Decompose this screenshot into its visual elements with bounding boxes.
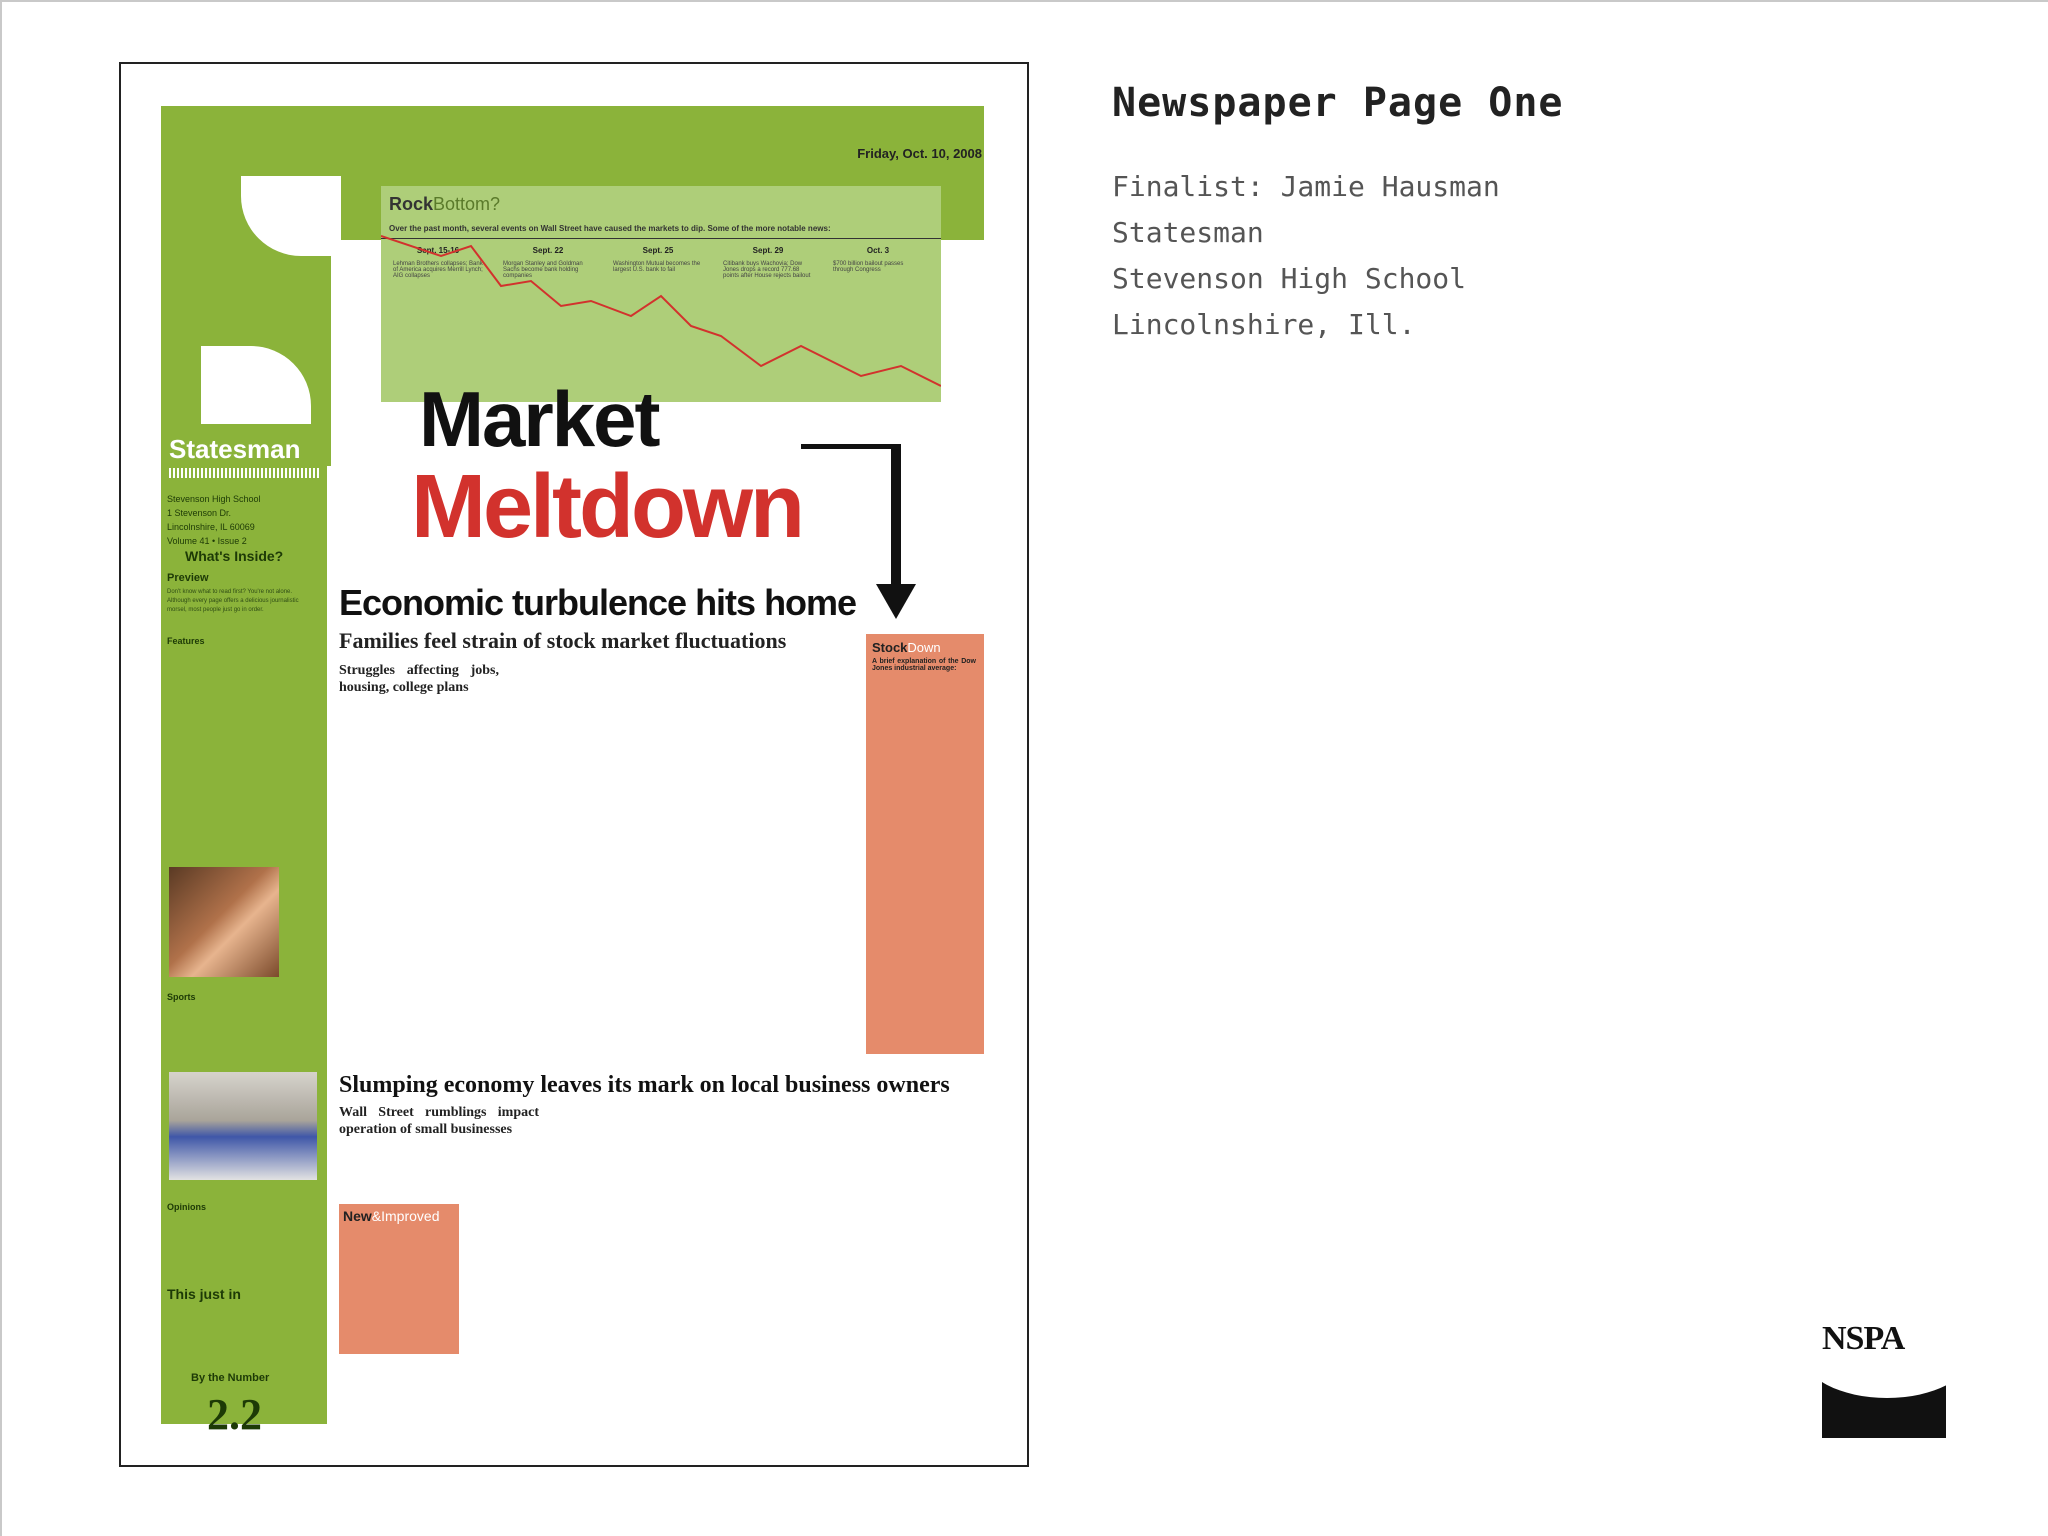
preview-heading: Preview [167, 572, 209, 584]
frame-border [0, 0, 2048, 2]
timeline-event: Sept. 29 Citibank buys Wachovia; Dow Jones drops a record 777.68 points after House rejects bailout [723, 246, 811, 279]
feature-photo [169, 867, 279, 977]
story1-headline: Struggles affecting jobs, housing, college plans [339, 663, 499, 695]
rock-title: RockBottom? [389, 194, 501, 214]
school-name: Stevenson High School [1112, 262, 1467, 295]
sidebar [161, 424, 327, 1439]
rock-subtitle: Over the past month, several events on Wall Street have caused the markets to dip. Some of the more notable news: [389, 224, 831, 233]
newspaper-page [119, 62, 1029, 1467]
opinions-heading: Opinions [167, 1202, 206, 1212]
timeline-event: Sept. 25 Washington Mutual becomes the largest U.S. bank to fail [613, 246, 701, 273]
publication-name: Statesman [1112, 216, 1264, 249]
features-heading: Features [167, 636, 205, 646]
stock-down-box [866, 634, 984, 1054]
new-title: New&Improved [343, 1208, 440, 1224]
timeline-event: Sept. 15-16 Lehman Brothers collapses; Bank of America acquires Merrill Lynch; AIG collapses [393, 246, 483, 279]
award-title: Newspaper Page One [1112, 80, 1564, 126]
nspa-logo: NSPA [1822, 1320, 1948, 1450]
new-improved-box [339, 1204, 459, 1354]
location: Lincolnshire, Ill. [1112, 308, 1416, 341]
masthead: Statesman [169, 434, 301, 464]
stat-number: 2.2 [207, 1390, 262, 1439]
story2-headline: Wall Street rumblings impact operation of small businesses [339, 1105, 539, 1137]
sports-photo [169, 1072, 317, 1180]
preview-text: Don't know what to read first? You're not alone. Although every page offers a delicious journalistic morsel, most people just go in order. [167, 589, 299, 613]
frame-border [0, 0, 2, 1536]
rock-bottom-timeline [381, 186, 941, 402]
by-the-number-heading: By the Number [191, 1372, 270, 1384]
sports-heading: Sports [167, 992, 196, 1002]
stock-intro: A brief explanation of the Dow Jones industrial average: [872, 658, 976, 672]
this-just-in-heading: This just in [167, 1286, 241, 1302]
finalist-name: Finalist: Jamie Hausman [1112, 170, 1500, 203]
main-deck: Economic turbulence hits home [339, 582, 857, 623]
address-block: Stevenson High School 1 Stevenson Dr. Lincolnshire, IL 60069 Volume 41 • Issue 2 [167, 494, 261, 546]
issue-date: Friday, Oct. 10, 2008 [857, 146, 982, 161]
headline-meltdown: Meltdown [411, 457, 802, 557]
sub-deck: Families feel strain of stock market fluctuations [339, 628, 787, 653]
headline-market: Market [419, 375, 659, 463]
stock-title: StockDown [872, 640, 941, 655]
secondary-deck: Slumping economy leaves its mark on local business owners [339, 1072, 950, 1098]
whats-inside-heading: What's Inside? [185, 548, 284, 564]
timeline-event: Oct. 3 $700 billion bailout passes through Congress [833, 246, 904, 273]
timeline-event: Sept. 22 Morgan Stanley and Goldman Sachs become bank holding companies [503, 246, 583, 279]
big-s-logo [161, 106, 331, 466]
